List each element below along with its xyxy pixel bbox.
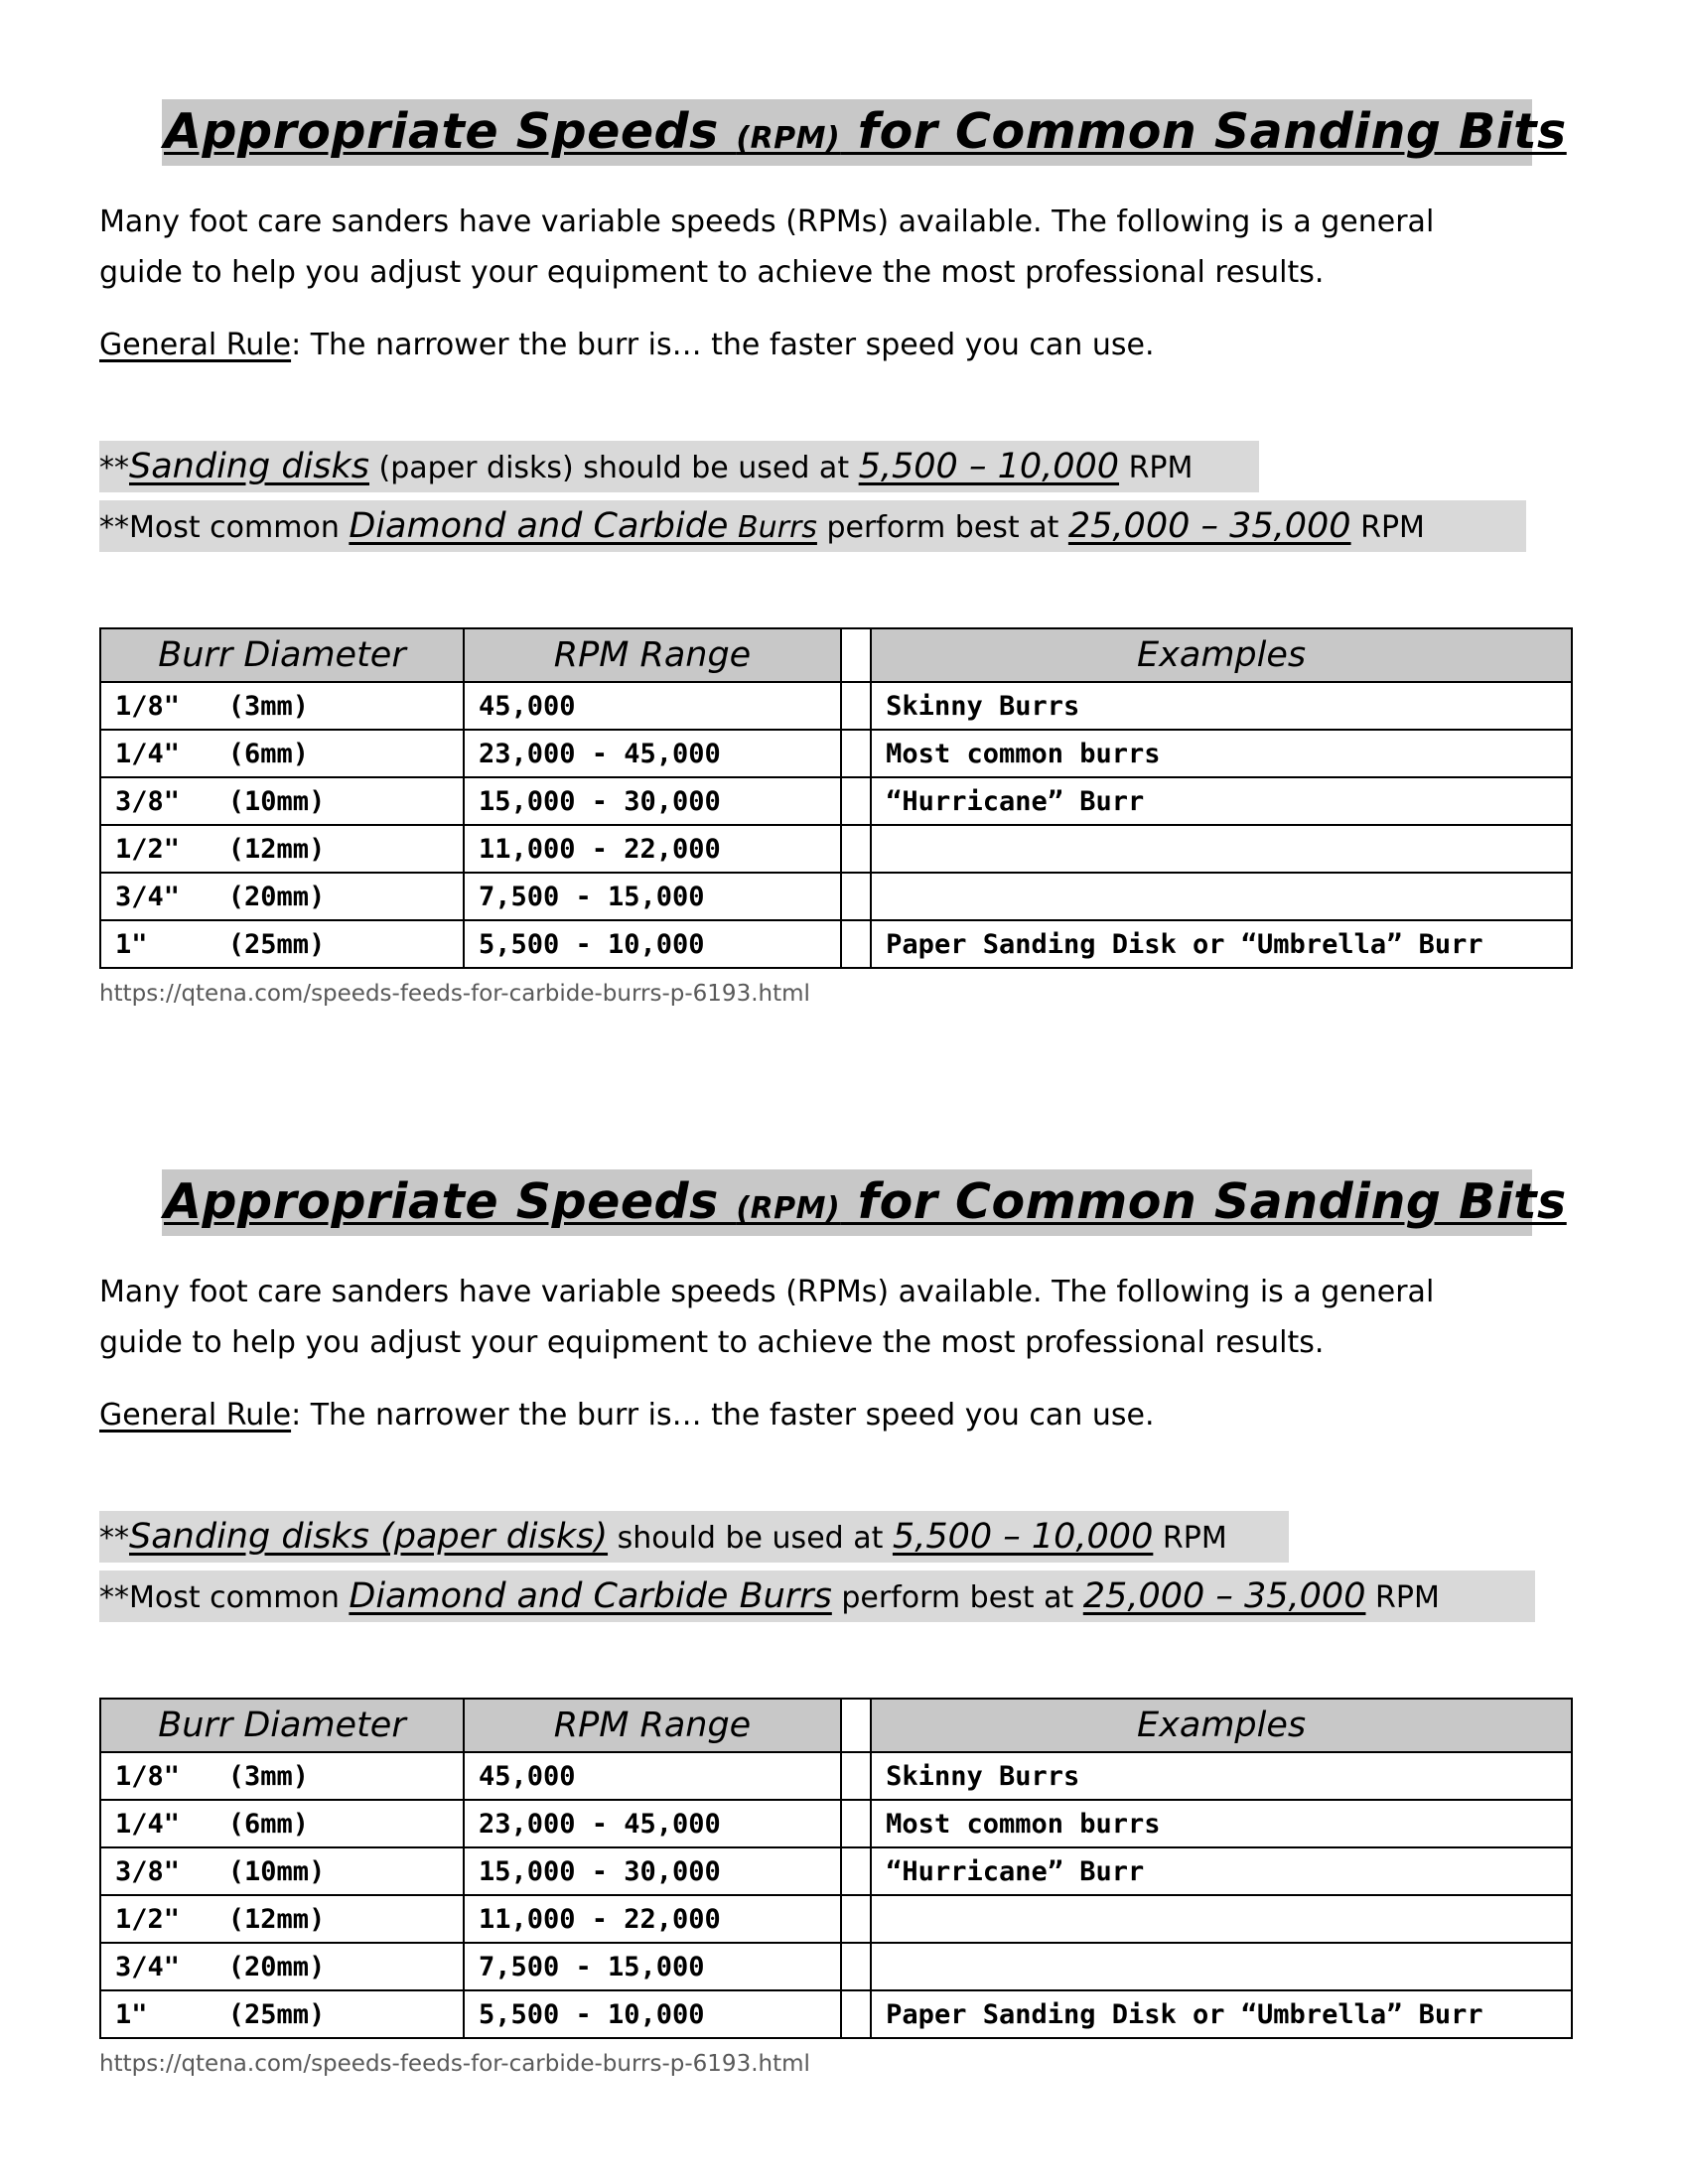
- cell-diameter: 1/8" (3mm): [100, 682, 464, 730]
- cell-diameter: 3/8" (10mm): [100, 1847, 464, 1895]
- header-burr-diameter: Burr Diameter: [100, 1699, 464, 1752]
- cell-rpm: 15,000 - 30,000: [464, 1847, 841, 1895]
- cell-spacer: [841, 777, 871, 825]
- cell-diameter: 3/4" (20mm): [100, 1943, 464, 1990]
- cell-example: [871, 825, 1572, 873]
- header-examples: Examples: [871, 1699, 1572, 1752]
- cell-rpm: 7,500 - 15,000: [464, 1943, 841, 1990]
- cell-spacer: [841, 1895, 871, 1943]
- cell-example: Skinny Burrs: [871, 682, 1572, 730]
- cell-example: Paper Sanding Disk or “Umbrella” Burr: [871, 1990, 1572, 2038]
- cell-rpm: 5,500 - 10,000: [464, 1990, 841, 2038]
- table-row: [100, 682, 1572, 730]
- cell-spacer: [841, 730, 871, 777]
- cell-rpm: 15,000 - 30,000: [464, 777, 841, 825]
- cell-spacer: [841, 1990, 871, 2038]
- intro-paragraph: Many foot care sanders have variable speeds (RPMs) available. The following is a general guide to help you adjust your equipment to achieve the most professional results.: [99, 1275, 1435, 1360]
- handout-section-1: [0, 0, 1688, 1072]
- cell-spacer: [841, 1752, 871, 1800]
- page-title: Appropriate Speeds (RPM) for Common Sanding Bits: [164, 103, 1567, 160]
- cell-rpm: 7,500 - 15,000: [464, 873, 841, 920]
- table-row: [100, 1990, 1572, 2038]
- carbide-burrs-note: **Most common Diamond and Carbide Burrs perform best at 25,000 – 35,000 RPM: [99, 500, 1526, 552]
- cell-rpm: 23,000 - 45,000: [464, 730, 841, 777]
- cell-diameter: 1/4" (6mm): [100, 1800, 464, 1847]
- cell-example: [871, 1895, 1572, 1943]
- table-row: [100, 1800, 1572, 1847]
- cell-example: “Hurricane” Burr: [871, 1847, 1572, 1895]
- cell-spacer: [841, 920, 871, 968]
- carbide-burrs-note: **Most common Diamond and Carbide Burrs perform best at 25,000 – 35,000 RPM: [99, 1570, 1535, 1622]
- sanding-disks-note: **Sanding disks (paper disks) should be used at 5,500 – 10,000 RPM: [99, 1511, 1289, 1563]
- cell-example: Paper Sanding Disk or “Umbrella” Burr: [871, 920, 1572, 968]
- cell-diameter: 1" (25mm): [100, 1990, 464, 2038]
- cell-example: [871, 873, 1572, 920]
- cell-rpm: 11,000 - 22,000: [464, 825, 841, 873]
- cell-example: Most common burrs: [871, 1800, 1572, 1847]
- table-row: [100, 1895, 1572, 1943]
- cell-rpm: 11,000 - 22,000: [464, 1895, 841, 1943]
- cell-rpm: 23,000 - 45,000: [464, 1800, 841, 1847]
- cell-spacer: [841, 682, 871, 730]
- header-spacer: [841, 1699, 871, 1752]
- cell-spacer: [841, 1943, 871, 1990]
- cell-rpm: 5,500 - 10,000: [464, 920, 841, 968]
- cell-diameter: 1/4" (6mm): [100, 730, 464, 777]
- table-row: [100, 825, 1572, 873]
- cell-rpm: 45,000: [464, 1752, 841, 1800]
- general-rule: General Rule: The narrower the burr is… the faster speed you can use.: [99, 1398, 1155, 1433]
- general-rule: General Rule: The narrower the burr is… the faster speed you can use.: [99, 328, 1155, 362]
- cell-example: “Hurricane” Burr: [871, 777, 1572, 825]
- table-row: [100, 730, 1572, 777]
- rpm-table: [99, 1698, 1573, 2039]
- table-header-row: [100, 628, 1572, 682]
- header-burr-diameter: Burr Diameter: [100, 628, 464, 682]
- intro-paragraph: Many foot care sanders have variable speeds (RPMs) available. The following is a general guide to help you adjust your equipment to achieve the most professional results.: [99, 205, 1435, 290]
- cell-spacer: [841, 1800, 871, 1847]
- cell-diameter: 1/2" (12mm): [100, 1895, 464, 1943]
- header-spacer: [841, 628, 871, 682]
- cell-spacer: [841, 825, 871, 873]
- header-examples: Examples: [871, 628, 1572, 682]
- handout-section-2: [0, 1070, 1688, 2142]
- cell-diameter: 1/8" (3mm): [100, 1752, 464, 1800]
- cell-spacer: [841, 873, 871, 920]
- cell-example: [871, 1943, 1572, 1990]
- table-row: [100, 1752, 1572, 1800]
- cell-diameter: 1" (25mm): [100, 920, 464, 968]
- table-row: [100, 1943, 1572, 1990]
- page-title: Appropriate Speeds (RPM) for Common Sanding Bits: [164, 1173, 1567, 1230]
- table-row: [100, 1847, 1572, 1895]
- cell-rpm: 45,000: [464, 682, 841, 730]
- cell-spacer: [841, 1847, 871, 1895]
- header-rpm-range: RPM Range: [464, 628, 841, 682]
- rpm-table: [99, 627, 1573, 969]
- source-url: https://qtena.com/speeds-feeds-for-carbide-burrs-p-6193.html: [99, 981, 810, 1007]
- cell-diameter: 3/4" (20mm): [100, 873, 464, 920]
- table-row: [100, 920, 1572, 968]
- cell-example: Most common burrs: [871, 730, 1572, 777]
- table-header-row: [100, 1699, 1572, 1752]
- table-row: [100, 777, 1572, 825]
- cell-example: Skinny Burrs: [871, 1752, 1572, 1800]
- sanding-disks-note: **Sanding disks (paper disks) should be used at 5,500 – 10,000 RPM: [99, 441, 1259, 492]
- cell-diameter: 3/8" (10mm): [100, 777, 464, 825]
- source-url: https://qtena.com/speeds-feeds-for-carbide-burrs-p-6193.html: [99, 2051, 810, 2077]
- header-rpm-range: RPM Range: [464, 1699, 841, 1752]
- cell-diameter: 1/2" (12mm): [100, 825, 464, 873]
- table-row: [100, 873, 1572, 920]
